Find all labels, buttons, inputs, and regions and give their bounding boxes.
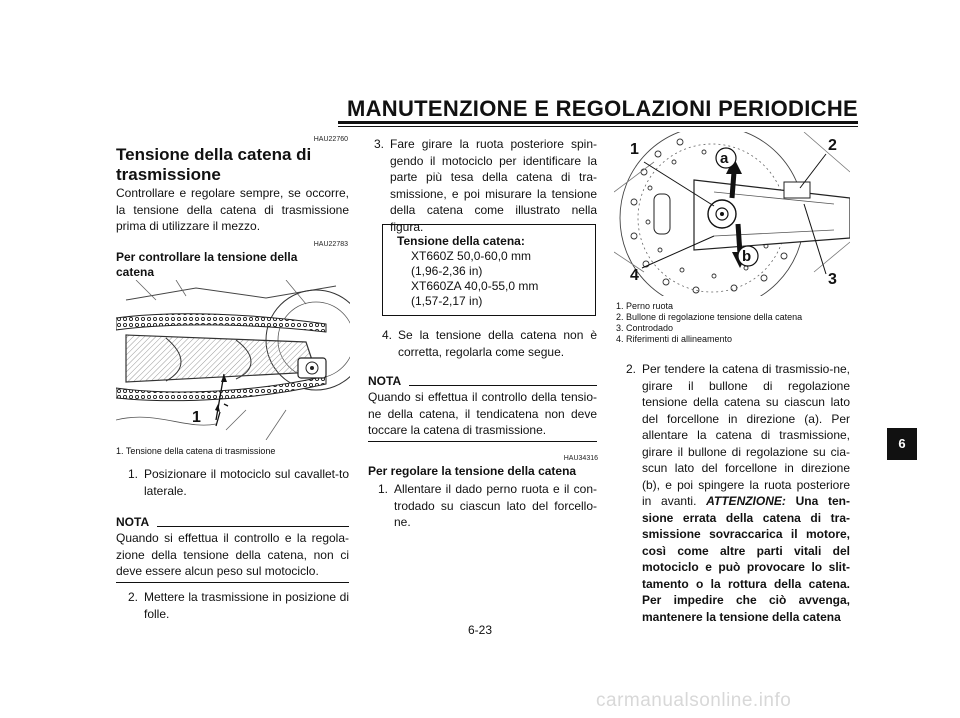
figure-label-b: b — [742, 248, 752, 265]
subsection-title: Per regolare la tensione della catena — [368, 464, 577, 478]
figure-label-a: a — [720, 150, 729, 167]
section-code: HAU22760 — [313, 136, 348, 143]
step-1 — [128, 466, 349, 499]
step-text: Se la tensione della catena non è corretta, regolarla come segue. — [398, 328, 597, 359]
spec-title: Tensione della catena: — [397, 234, 525, 248]
watermark: carmanualsonline.info — [596, 690, 792, 711]
chain-tension-figure — [116, 280, 350, 440]
section-title: Tensione della catena di trasmissione — [116, 145, 312, 184]
step-text: Mettere la trasmissione in posizione di folle. — [144, 590, 349, 621]
spec-line: XT660ZA 40,0-55,0 mm — [411, 279, 539, 293]
attention-text: Una ten-sione errata della catena di tra-smissione sovraccarica il motore, così come altre parti vitali del motociclo e può provocare lo slit-tamento o la rottura della catena. Per impedire che ciò avvenga, mantenere la tensione della catena — [642, 494, 850, 624]
caption-line: 1. Perno ruota — [616, 301, 674, 311]
nota-end-rule — [368, 441, 597, 442]
figure-captions — [616, 301, 856, 345]
subsection-title: Per controllare la tensione della catena — [116, 250, 298, 279]
step-4 — [382, 327, 597, 360]
figure-label-2: 2 — [828, 137, 837, 154]
caption-line: 4. Riferimenti di allineamento — [616, 334, 733, 344]
figure-label-3: 3 — [828, 271, 837, 288]
nota-text: Quando si effettua il controllo e la regola-zione della tensione della catena, non ci deve essere alcun peso sul motociclo. — [116, 531, 349, 578]
nota-end-rule — [116, 582, 349, 583]
figure-label-4: 4 — [630, 267, 639, 284]
nota-rule — [409, 385, 597, 386]
nota-text: Quando si effettua il controllo della tensio-ne della catena, il tendicatena non deve toccare la catena di trasmissione. — [368, 390, 597, 437]
page-number: 6-23 — [467, 623, 493, 637]
caption-line: 2. Bullone di regolazione tensione della catena — [616, 312, 803, 322]
header-rule-thin — [338, 126, 858, 127]
step-number: 2. — [626, 362, 637, 376]
nota-label: NOTA — [368, 374, 402, 388]
figure-label-1: 1 — [630, 141, 639, 158]
attention-label: ATTENZIONE: — [706, 494, 786, 508]
chapter-tab: 6 — [887, 428, 917, 460]
step-number: 2. — [128, 590, 139, 604]
step-number: 1. — [128, 467, 139, 481]
step-2 — [128, 589, 349, 622]
step-text: Allentare il dado perno ruota e il con-trodado su ciascun lato del forcello-ne. — [394, 482, 597, 529]
page-header-title: MANUTENZIONE E REGOLAZIONI PERIODICHE — [346, 96, 858, 121]
figure-caption: 1. Tensione della catena di trasmissione — [116, 446, 276, 456]
nota-label: NOTA — [116, 515, 150, 529]
step-text: Fare girare la ruota posteriore spin-gendo il motociclo per identificare la parte più tesa della catena di tra-smissione, e poi misurare la tensione della catena come illustrato nella figura. — [390, 137, 597, 234]
caption-line: 3. Controdado — [616, 323, 674, 333]
figure-label-1: 1 — [192, 409, 201, 426]
step-number: 3. — [374, 137, 385, 151]
step-text: Posizionare il motociclo sul cavallet-to laterale. — [144, 467, 349, 498]
spec-line: XT660Z 50,0-60,0 mm — [411, 249, 532, 263]
subsection-code: HAU22783 — [313, 241, 348, 248]
axle-adjustment-figure — [614, 132, 850, 296]
step-number: 4. — [382, 328, 393, 342]
step-text-plain: Per tendere la catena di trasmissio-ne, girare il bullone di regolazione tensione della catena su ciascun lato del forcellone in direzione (a). Per allentare la catena di trasmissione, girare il bullone di regolazione su cia-scun lato del forcellone in direzione (b), e poi spingere la ruota posteriore in avanti. — [642, 362, 850, 508]
step-text — [642, 361, 850, 625]
chain-tension-spec-box — [382, 224, 596, 316]
step-2-adjust — [626, 361, 850, 625]
nota-rule — [157, 526, 349, 527]
step-number: 1. — [378, 482, 389, 496]
header-rule — [338, 121, 858, 124]
spec-line: (1,96-2,36 in) — [411, 264, 483, 278]
intro-paragraph: Controllare e regolare sempre, se occorre, la tensione della catena di trasmissione prima di utilizzare il mezzo. — [116, 186, 349, 233]
step-1-adjust — [378, 481, 597, 531]
step-3 — [374, 136, 597, 235]
subsection-code: HAU34316 — [563, 455, 598, 462]
spec-line: (1,57-2,17 in) — [411, 294, 483, 308]
